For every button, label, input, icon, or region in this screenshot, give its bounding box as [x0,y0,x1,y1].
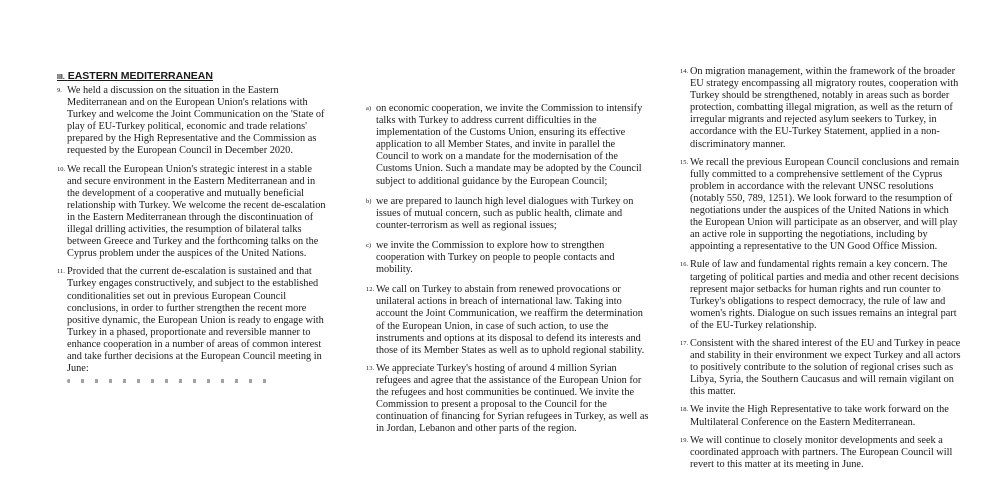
section-number: III. [57,74,65,81]
paragraph-number: 19. [680,436,689,444]
column-middle [366,103,650,441]
paragraph-number: 12. [366,286,375,294]
paragraph-number: 9. [57,87,62,94]
paragraph-15 [680,157,962,254]
paragraph-17 [680,338,962,398]
paragraph-text: We will continue to closely monitor developments and seek a coordinated approach with partners. The European Council will revert to this matter at its meeting in June. [690,434,953,470]
subparagraph-text: we invite the Commission to explore how to strengthen cooperation with Turkey on people to people contacts and mobility. [376,239,615,276]
paragraph-12 [366,284,650,357]
paragraph-13 [366,363,650,436]
column-right [680,66,962,477]
paragraph-14 [680,66,962,151]
paragraph-text: Rule of law and fundamental rights remain a key concern. The targeting of political parties and media and other recent decisions represent major setbacks for human rights and run counter to Turkey's obligations to respect democracy, the rule of law and women's rights. Dialogue on such issues remains an integral part of the EU-Turkey relationship. [690,259,959,331]
paragraph-text: We appreciate Turkey's hosting of around 4 million Syrian refugees and agree that the assistance of the European Union for the refugees and host communities be continued. We invite the Commission to present a proposal to the Council for the continuation of financing for Syrian refugees in Turkey, as well as in Jordan, Lebanon and other parts of the region. [376,362,649,435]
paragraph-number: 11. [57,268,65,276]
subparagraph-text: on economic cooperation, we invite the Commission to intensify talks with Turkey to address current difficulties in the implementation of the Customs Union, ensuring its effective application to all Member States, and invite in parallel the Council to work on a mandate for the modernisation of the Customs Union. Such a mandate may be adopted by the Council subject to additional guidance by the European Council; [376,103,643,187]
paragraph-text: Provided that the current de-escalation is sustained and that Turkey engages constructively, and subject to the established conditionalities set out in previous European Council conclusions, in order to further strengthen the recent more positive dynamic, the European Union is ready to engage with Turkey in a phased, proportionate and reversible manner to enhance cooperation in a number of areas of common interest and take further decisions at the European Council meeting in June: [67,266,324,375]
paragraph-16 [680,259,962,332]
subparagraph-a [366,103,650,188]
paragraph-10 [57,164,327,261]
paragraph-text: We recall the European Union's strategic interest in a stable and secure environment in the Eastern Mediterranean and in the development of a cooperative and mutually beneficial relationship with Turkey. We welcome the recent de-escalation in the Eastern Mediterranean through the discontinuation of illegal drilling activities, the resumption of bilateral talks between Greece and Turkey and the forthcoming talks on the Cyprus problem under the auspices of the United Nations. [67,163,326,260]
paragraph-text: On migration management, within the framework of the broader EU strategy encompassing all migratory routes, cooperation with Turkey should be strengthened, notably in areas such as border protection, combatting illegal migration, as well as the return of irregular migrants and rejected asylum seekers to Turkey, in accordance with the EU-Turkey Statement, applied in a non-discriminatory manner. [690,66,959,150]
paragraph-text: We call on Turkey to abstain from renewed provocations or unilateral actions in breach of international law. Taking into account the Joint Communication, we reaffirm the determination of the European Union, in case of such action, to use the instruments and options at its disposal to defend its interests and those of its Member States as well as to uphold regional stability. [376,284,645,356]
paragraph-text: We invite the High Representative to take work forward on the Multilateral Conference on the Eastern Mediterranean. [690,404,949,428]
section-title: EASTERN MEDITERRANEAN [67,70,213,82]
paragraph-text: Consistent with the shared interest of the EU and Turkey in peace and stability in their environment we expect Turkey and all actors to positively contribute to the solution of regional crises such as Libya, Syria, the Southern Caucasus and will remain vigilant on this matter. [690,337,961,398]
truncated-text-line [67,379,277,383]
subparagraph-text: we are prepared to launch high level dialogues with Turkey on issues of mutual concern, such as public health, climate and counter-terrorism as well as regional issues; [376,195,634,231]
paragraph-text: We held a discussion on the situation in the Eastern Mediterranean and on the European Union's relations with Turkey and welcome the Joint Communication on the 'State of play of EU-Turkey political, economic and trade relations' prepared by the High Representative and the Commission as requested by the European Council in December 2020. [67,85,325,157]
paragraph-11 [57,266,327,375]
paragraph-text: We recall the previous European Council conclusions and remain fully committed to a comprehensive settlement of the Cyprus problem in accordance with the relevant UNSC resolutions (notably 550, 789, 1251). We look forward to the resumption of negotiations under the auspices of the United Nations in which the European Union will participate as an observer, and will play an active role in supporting the negotiations, including by appointing a representative to the UN Good Office Mission. [690,156,960,253]
subparagraph-letter: c) [366,241,372,249]
section-heading [57,70,327,82]
subparagraph-b [366,196,650,232]
paragraph-number: 10. [57,165,66,173]
paragraph-number: 13. [366,364,375,372]
paragraph-number: 18. [680,406,689,414]
paragraph-number: 17. [680,339,689,347]
paragraph-number: 15. [680,158,689,166]
paragraph-18 [680,404,962,428]
subparagraph-letter: a) [366,105,372,112]
paragraph-number: 16. [680,261,689,269]
paragraph-number: 14. [680,68,689,75]
paragraph-9 [57,85,327,158]
subparagraph-c [366,240,650,276]
subparagraph-letter: b) [366,197,372,205]
paragraph-19 [680,435,962,471]
column-left [57,70,327,383]
